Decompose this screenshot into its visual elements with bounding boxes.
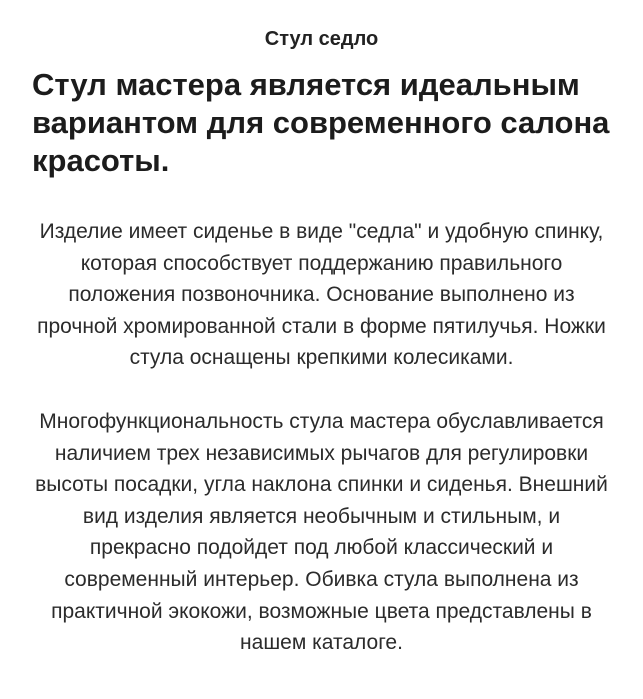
article-paragraph-description: Изделие имеет сиденье в виде "седла" и удобную спинку, которая способствует поддержанию правильного положения позвоночника. Основание выполнено из прочной хромированной стали в форме пятилучья. Ножки стула оснащены крепкими колесиками.: [37, 220, 606, 370]
article-kicker: Стул седло: [264, 28, 379, 50]
article-headline: Стул мастера является идеальным вариантом для современного салона красоты.: [32, 67, 610, 178]
article-paragraph-features: Многофункциональность стула мастера обуславливается наличием трех независимых рычагов для регулировки высоты посадки, угла наклона спинки и сиденья. Внешний вид изделия является необычным и стильным, и прекрасно подойдет под любой классический и современный интерьер. Обивка стула выполнена из практичной экокожи, возможные цвета представлены в нашем каталоге.: [35, 409, 608, 655]
